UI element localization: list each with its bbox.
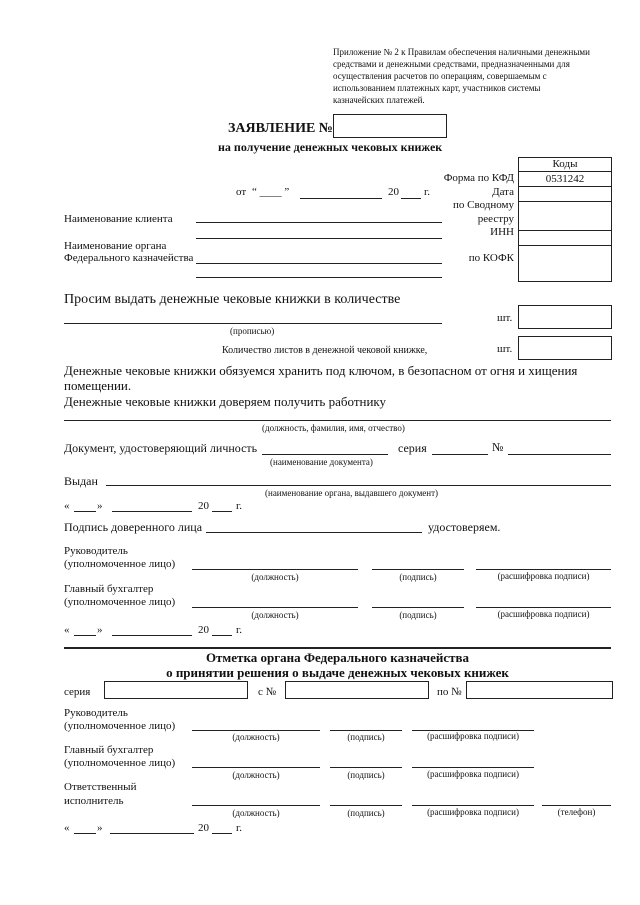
inn-label: ИНН <box>490 226 514 238</box>
treasury-from-label: с № <box>258 686 277 698</box>
treasury-exec-signature-line[interactable] <box>330 805 402 806</box>
series-line[interactable] <box>432 454 488 455</box>
head-signature-line[interactable] <box>372 569 464 570</box>
client-name-line-2[interactable] <box>196 238 442 239</box>
appendix-note <box>333 46 590 106</box>
id-document-label: Документ, удостоверяющий личность <box>64 441 258 455</box>
treasury-exec-position-line[interactable] <box>192 805 320 806</box>
treasury-chief-decoding-line[interactable] <box>412 767 534 768</box>
org-name-line[interactable] <box>196 263 442 264</box>
codes-header: Коды <box>519 158 611 172</box>
chief-position-caption: (должность) <box>251 610 299 620</box>
treasury-head-label-1: Руководитель <box>64 707 128 719</box>
treasury-day-line[interactable] <box>74 833 96 834</box>
certify-label: удостоверяем. <box>428 520 501 534</box>
chief-position-line[interactable] <box>192 607 358 608</box>
treasury-exec-label-1: Ответственный <box>64 781 137 793</box>
date-day: “ ____ ” <box>252 186 290 198</box>
issued-line[interactable] <box>106 485 611 486</box>
date-year-line[interactable] <box>401 198 421 199</box>
trustee-signature-label: Подпись доверенного лица <box>64 520 203 534</box>
obligation-line-1: Денежные чековые книжки обязуемся хранить под ключом, в безопасном от огня и хищения <box>64 363 578 378</box>
sheets-label: Количество листов в денежной чековой книжке, <box>222 345 428 356</box>
appendix-line: Приложение № 2 к Правилам обеспечения наличными денежными <box>333 47 590 57</box>
treasury-exec-label-2: исполнитель <box>64 795 124 807</box>
treasury-date-close: » <box>97 822 103 834</box>
trustee-signature-line[interactable] <box>206 532 422 533</box>
sign-month-line[interactable] <box>112 635 192 636</box>
treasury-head-position-line[interactable] <box>192 730 320 731</box>
treasury-chief-position-caption: (должность) <box>232 770 280 780</box>
head-decoding-line[interactable] <box>476 569 611 570</box>
codes-table <box>518 157 612 282</box>
treasury-head-signature-line[interactable] <box>330 730 402 731</box>
date-code-label: Дата <box>492 186 514 198</box>
quantity-words-caption: (прописью) <box>230 326 275 336</box>
treasury-chief-decoding-caption: (расшифровка подписи) <box>427 769 519 779</box>
issue-year-line[interactable] <box>212 511 232 512</box>
number-label: № <box>492 440 504 454</box>
chief-signature-line[interactable] <box>372 607 464 608</box>
section-divider <box>64 647 611 649</box>
sign-date-open: « <box>64 624 70 636</box>
head-position-caption: (должность) <box>251 572 299 582</box>
treasury-title-1: Отметка органа Федерального казначейства <box>205 650 470 665</box>
inn-code-cell[interactable] <box>519 231 611 246</box>
series-label: серия <box>398 441 427 455</box>
treasury-head-label-2: (уполномоченное лицо) <box>64 720 176 732</box>
form-code-cell: 0531242 <box>519 172 611 187</box>
sign-day-line[interactable] <box>74 635 96 636</box>
id-document-line[interactable] <box>262 454 388 455</box>
treasury-head-decoding-caption: (расшифровка подписи) <box>427 731 519 741</box>
sign-year-line[interactable] <box>212 635 232 636</box>
issue-month-line[interactable] <box>112 511 192 512</box>
treasury-exec-decoding-line[interactable] <box>412 805 534 806</box>
treasury-chief-label-2: (уполномоченное лицо) <box>64 757 176 769</box>
id-document-caption: (наименование документа) <box>270 457 373 467</box>
kofk-code-cell[interactable] <box>519 246 611 282</box>
org-name-line-2[interactable] <box>196 277 442 278</box>
registry-code-cell[interactable] <box>519 202 611 231</box>
number-line[interactable] <box>508 454 611 455</box>
treasury-head-signature-caption: (подпись) <box>347 732 385 742</box>
treasury-series-label: серия <box>64 686 91 698</box>
sheets-box[interactable] <box>518 336 612 360</box>
treasury-from-box[interactable] <box>285 681 429 699</box>
treasury-chief-label-1: Главный бухгалтер <box>64 744 154 756</box>
treasury-exec-decoding-caption: (расшифровка подписи) <box>427 807 519 817</box>
form-label: Форма по КФД <box>443 172 514 184</box>
request-text: Просим выдать денежные чековые книжки в количестве <box>64 292 401 307</box>
head-signature-caption: (подпись) <box>399 572 437 582</box>
chief-label-1: Главный бухгалтер <box>64 583 154 595</box>
appendix-line: осуществления расчетов по операциям, совершаемым с <box>333 71 547 81</box>
treasury-year-prefix: 20 <box>198 822 209 834</box>
appendix-line: средствами и денежными средствами, предназначенными для <box>333 59 570 69</box>
treasury-exec-phone-line[interactable] <box>542 805 611 806</box>
treasury-series-box[interactable] <box>104 681 248 699</box>
issue-day-line[interactable] <box>74 511 96 512</box>
org-label-2: Федерального казначейства <box>64 252 194 264</box>
client-name-label: Наименование клиента <box>64 213 173 225</box>
date-year-suffix: г. <box>424 186 431 198</box>
treasury-head-position-caption: (должность) <box>232 732 280 742</box>
head-label-1: Руководитель <box>64 545 128 557</box>
treasury-chief-signature-caption: (подпись) <box>347 770 385 780</box>
treasury-exec-signature-caption: (подпись) <box>347 808 385 818</box>
sheets-pcs-label: шт. <box>497 343 513 355</box>
org-label-1: Наименование органа <box>64 240 167 252</box>
treasury-exec-position-caption: (должность) <box>232 808 280 818</box>
treasury-title-2: о принятии решения о выдаче денежных чековых книжек <box>166 665 509 680</box>
form-subtitle: на получение денежных чековых книжек <box>218 140 443 154</box>
chief-signature-caption: (подпись) <box>399 610 437 620</box>
chief-decoding-line[interactable] <box>476 607 611 608</box>
sign-year-suffix: г. <box>236 624 243 636</box>
head-position-line[interactable] <box>192 569 358 570</box>
registry-label-2: реестру <box>477 213 514 225</box>
treasury-month-line[interactable] <box>110 833 194 834</box>
client-name-line[interactable] <box>196 222 442 223</box>
date-from-label: от <box>236 186 247 198</box>
chief-decoding-caption: (расшифровка подписи) <box>497 609 590 619</box>
date-month-line[interactable] <box>300 198 382 199</box>
date-code-cell[interactable] <box>519 187 611 202</box>
registry-label-1: по Сводному <box>452 199 514 211</box>
treasury-year-suffix: г. <box>236 822 243 834</box>
chief-label-2: (уполномоченное лицо) <box>64 596 176 608</box>
quantity-words-line[interactable] <box>64 323 442 324</box>
treasury-to-label: по № <box>437 686 462 698</box>
sign-year-prefix: 20 <box>198 624 209 636</box>
kofk-label: по КОФК <box>468 252 514 264</box>
worker-line[interactable] <box>64 420 611 421</box>
treasury-exec-phone-caption: (телефон) <box>557 807 596 817</box>
issued-label: Выдан <box>64 474 98 488</box>
issuer-caption: (наименование органа, выдавшего документ) <box>265 488 439 498</box>
date-year-prefix: 20 <box>388 186 399 198</box>
obligation-line-2: помещении. <box>64 378 132 393</box>
issue-date-open: « <box>64 500 70 512</box>
application-number-field[interactable] <box>333 114 447 138</box>
worker-caption: (должность, фамилия, имя, отчество) <box>262 423 405 433</box>
issue-year-suffix: г. <box>236 500 243 512</box>
quantity-box[interactable] <box>518 305 612 329</box>
obligation-line-3: Денежные чековые книжки доверяем получить работнику <box>64 394 387 409</box>
sign-date-close: » <box>97 624 103 636</box>
appendix-line: использованием платежных карт, участников системы <box>333 83 541 93</box>
issue-year-prefix: 20 <box>198 500 209 512</box>
treasury-date-open: « <box>64 822 70 834</box>
head-decoding-caption: (расшифровка подписи) <box>497 571 590 581</box>
appendix-line: казначейских платежей. <box>333 95 425 105</box>
head-label-2: (уполномоченное лицо) <box>64 558 176 570</box>
pcs-label: шт. <box>497 312 513 324</box>
treasury-to-box[interactable] <box>466 681 613 699</box>
treasury-chief-signature-line[interactable] <box>330 767 402 768</box>
treasury-chief-position-line[interactable] <box>192 767 320 768</box>
issue-date-close: » <box>97 500 103 512</box>
treasury-year-line[interactable] <box>212 833 232 834</box>
form-title: ЗАЯВЛЕНИЕ № <box>228 121 333 136</box>
